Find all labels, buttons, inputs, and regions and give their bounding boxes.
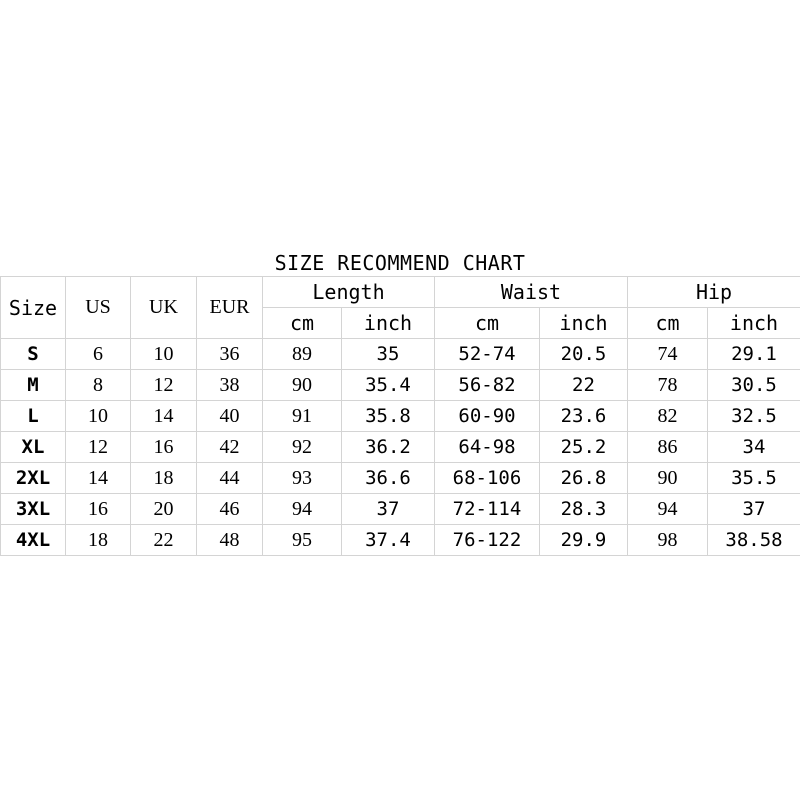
cell-uk: 10	[131, 339, 197, 370]
cell-uk: 22	[131, 525, 197, 556]
chart-title: SIZE RECOMMEND CHART	[274, 251, 526, 275]
cell-hip-inch: 30.5	[708, 370, 800, 401]
cell-us: 14	[66, 463, 131, 494]
cell-us: 12	[66, 432, 131, 463]
cell-uk: 16	[131, 432, 197, 463]
cell-eur: 46	[197, 494, 263, 525]
header-waist: Waist	[435, 277, 628, 308]
cell-hip-inch: 37	[708, 494, 800, 525]
cell-length-cm: 93	[263, 463, 342, 494]
cell-waist-cm: 76-122	[435, 525, 540, 556]
cell-waist-inch: 26.8	[540, 463, 628, 494]
cell-waist-cm: 64-98	[435, 432, 540, 463]
cell-length-cm: 89	[263, 339, 342, 370]
cell-waist-inch: 22	[540, 370, 628, 401]
header-length-cm: cm	[263, 308, 342, 339]
cell-size: XL	[1, 432, 66, 463]
cell-waist-cm: 72-114	[435, 494, 540, 525]
cell-length-cm: 92	[263, 432, 342, 463]
header-waist-cm: cm	[435, 308, 540, 339]
size-table	[0, 276, 800, 556]
header-row-top	[1, 277, 800, 308]
header-size: Size	[1, 277, 66, 339]
cell-size: L	[1, 401, 66, 432]
cell-length-cm: 91	[263, 401, 342, 432]
header-eur: EUR	[197, 277, 263, 339]
header-length-inch: inch	[342, 308, 435, 339]
cell-eur: 44	[197, 463, 263, 494]
cell-us: 6	[66, 339, 131, 370]
cell-size: 4XL	[1, 525, 66, 556]
table-row	[1, 432, 800, 463]
cell-length-inch: 37	[342, 494, 435, 525]
cell-eur: 48	[197, 525, 263, 556]
cell-length-inch: 35.8	[342, 401, 435, 432]
table-row	[1, 339, 800, 370]
header-uk: UK	[131, 277, 197, 339]
cell-us: 16	[66, 494, 131, 525]
cell-length-inch: 35	[342, 339, 435, 370]
cell-waist-cm: 52-74	[435, 339, 540, 370]
cell-eur: 38	[197, 370, 263, 401]
cell-hip-inch: 35.5	[708, 463, 800, 494]
cell-hip-cm: 82	[628, 401, 708, 432]
header-length: Length	[263, 277, 435, 308]
cell-hip-cm: 98	[628, 525, 708, 556]
cell-uk: 18	[131, 463, 197, 494]
table-row	[1, 525, 800, 556]
cell-length-cm: 90	[263, 370, 342, 401]
cell-us: 18	[66, 525, 131, 556]
cell-waist-inch: 25.2	[540, 432, 628, 463]
header-hip-cm: cm	[628, 308, 708, 339]
cell-waist-inch: 20.5	[540, 339, 628, 370]
header-hip: Hip	[628, 277, 800, 308]
cell-length-inch: 35.4	[342, 370, 435, 401]
cell-waist-cm: 56-82	[435, 370, 540, 401]
cell-length-inch: 37.4	[342, 525, 435, 556]
table-row	[1, 463, 800, 494]
header-us: US	[66, 277, 131, 339]
cell-eur: 36	[197, 339, 263, 370]
cell-uk: 14	[131, 401, 197, 432]
cell-uk: 12	[131, 370, 197, 401]
cell-size: M	[1, 370, 66, 401]
cell-hip-cm: 74	[628, 339, 708, 370]
header-hip-inch: inch	[708, 308, 800, 339]
table-row	[1, 494, 800, 525]
cell-hip-cm: 90	[628, 463, 708, 494]
cell-waist-cm: 60-90	[435, 401, 540, 432]
cell-us: 10	[66, 401, 131, 432]
cell-hip-cm: 86	[628, 432, 708, 463]
cell-us: 8	[66, 370, 131, 401]
cell-waist-cm: 68-106	[435, 463, 540, 494]
cell-size: 2XL	[1, 463, 66, 494]
cell-length-inch: 36.2	[342, 432, 435, 463]
header-waist-inch: inch	[540, 308, 628, 339]
cell-length-cm: 95	[263, 525, 342, 556]
cell-hip-inch: 34	[708, 432, 800, 463]
cell-size: 3XL	[1, 494, 66, 525]
cell-hip-inch: 29.1	[708, 339, 800, 370]
cell-hip-inch: 32.5	[708, 401, 800, 432]
table-row	[1, 370, 800, 401]
cell-eur: 42	[197, 432, 263, 463]
cell-hip-cm: 78	[628, 370, 708, 401]
cell-hip-inch: 38.58	[708, 525, 800, 556]
cell-eur: 40	[197, 401, 263, 432]
cell-waist-inch: 23.6	[540, 401, 628, 432]
cell-uk: 20	[131, 494, 197, 525]
cell-hip-cm: 94	[628, 494, 708, 525]
cell-length-cm: 94	[263, 494, 342, 525]
cell-size: S	[1, 339, 66, 370]
table-row	[1, 401, 800, 432]
cell-waist-inch: 29.9	[540, 525, 628, 556]
cell-length-inch: 36.6	[342, 463, 435, 494]
cell-waist-inch: 28.3	[540, 494, 628, 525]
